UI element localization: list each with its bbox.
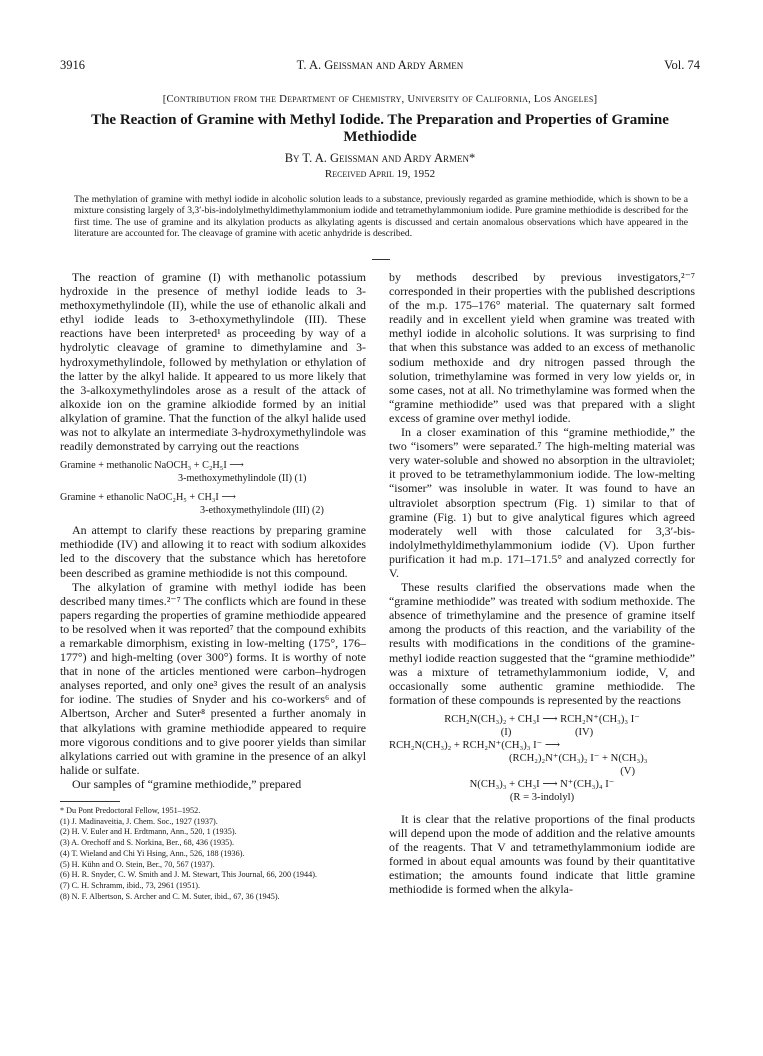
footnote: (3) A. Orechoff and S. Norkina, Ber., 68, 436 (1935). xyxy=(60,838,235,848)
body-paragraph: These results clarified the observations made when the “gramine methiodide” was treated with sodium methoxide. The absence of trimethylamine and the presence of gramine itself among the products of this reaction, and the variability of the results with modifications in the conditions of the gramine-methyl iodide reaction suggested that the “gramine methiodide” was a mixture of tetramethylammonium iodide, V, and occasionally some authentic gramine methiodide. The formation of these compounds is represented by the reactions xyxy=(389,580,695,707)
footnote: (5) H. Kühn and O. Stein, Ber., 70, 567 (1937). xyxy=(60,859,215,869)
footnote: (7) C. H. Schramm, ibid., 73, 2961 (1951). xyxy=(60,880,201,890)
left-column xyxy=(60,270,366,902)
reaction-scheme xyxy=(389,713,695,804)
reaction-reactants: Gramine + methanolic NaOCH₃ + C₂H₅I ⟶ xyxy=(60,460,244,472)
scheme-line: RCH₂N(CH₃)₂ + CH₃I ⟶ RCH₂N⁺(CH₃)₃ I⁻ xyxy=(444,713,640,725)
compound-label: (V) xyxy=(620,765,635,777)
byline: By T. A. Geissman and Ardy Armen* xyxy=(284,151,476,165)
article-title: The Reaction of Gramine with Methyl Iodide. The Preparation and Properties of Gramine Methiodide xyxy=(91,112,669,145)
running-header xyxy=(60,58,700,74)
reaction-products: 3-ethoxymethylindole (III) (2) xyxy=(200,505,324,517)
body-paragraph: In a closer examination of this “gramine methiodide,” the two “isomers” were separated.⁷ The high-melting material was very water-soluble and showed no absorption in the ultraviolet; it proved to be tetramethylammonium iodide. The low-melting “isomer” was insoluble in water. It was found to have an ultraviolet absorption spectrum (Fig. 1) similar to that of gramine (Fig. 1) but to give analytical figures which agreed moderately well with those calculated for 3,3′-bis-indolylmethyldimethylammonium iodide (V). Upon further purification it had m.p. 171–171.5° and analyzed correctly for V. xyxy=(389,425,695,580)
scheme-line: N(CH₃)₃ + CH₃I ⟶ N⁺(CH₃)₄ I⁻ xyxy=(469,778,615,790)
received-date: Received April 19, 1952 xyxy=(324,168,436,180)
body-paragraph: by methods described by previous investigators,²⁻⁷ corresponded in their properties with the published descriptions of the m.p. 175–176° material. The quaternary salt formed readily and in excellent yield when gramine was treated with methyl iodide in alcoholic solutions. It was surprising to find that when this substance was added to an excess of methanolic sodium methoxide and dry nitrogen passed through the solution, trimethylamine was formed in very low yields or, in some cases, not at all. No trimethylamine was formed when the “gramine methiodide” used was that prepared with a slight excess of gramine over methyl iodide. xyxy=(389,270,695,425)
footnote: (8) N. F. Albertson, S. Archer and C. M. Suter, ibid., 67, 36 (1945). xyxy=(60,891,280,901)
scheme-line: RCH₂N(CH₃)₂ + RCH₂N⁺(CH₃)₃ I⁻ ⟶ xyxy=(389,739,561,751)
page-number: 3916 xyxy=(60,58,85,72)
volume-label: Vol. 74 xyxy=(664,58,700,72)
contribution-line: [Contribution from the Department of Chemistry, University of California, Los Angeles] xyxy=(162,93,598,105)
body-paragraph: It is clear that the relative proportions of the final products will depend upon the mode of addition and the relative amounts of the reagents. That V and tetramethylammonium iodide are formed in about equal amounts was found by their quantitative estimation; the amounts found indicate that little gramine methiodide is formed when the alkyla- xyxy=(389,811,695,897)
section-divider xyxy=(372,259,390,260)
right-column xyxy=(389,270,695,896)
footnote: (6) H. R. Snyder, C. W. Smith and J. M. Stewart, This Journal, 66, 200 (1944). xyxy=(60,870,317,880)
footnote: (4) T. Wieland and Chi Yi Hsing, Ann., 526, 188 (1936). xyxy=(60,848,245,858)
scheme-definition: (R = 3-indolyl) xyxy=(509,791,575,803)
running-authors: T. A. Geissman and Ardy Armen xyxy=(296,58,464,72)
footnote: (2) H. V. Euler and H. Erdtmann, Ann., 520, 1 (1935). xyxy=(60,827,237,837)
compound-label: (IV) xyxy=(574,726,594,738)
scheme-line: (RCH₂)₂N⁺(CH₃)₂ I⁻ + N(CH₃)₃ xyxy=(509,752,648,764)
body-paragraph: Our samples of “gramine methiodide,” prepared xyxy=(72,776,302,791)
reaction-equation-1 xyxy=(60,459,366,485)
reaction-products: 3-methoxymethylindole (II) (1) xyxy=(178,473,307,485)
reaction-equation-2 xyxy=(60,491,366,517)
body-paragraph: The reaction of gramine (I) with methanolic potassium hydroxide in the presence of methyl iodide leads to 3-methoxymethylindole (II), while the use of ethanolic alkali and ethyl iodide leads to 3-ethoxymethylindole (III). These reactions have been interpreted¹ as proceeding by way of a hydrolytic cleavage of gramine to dimethylamine and 3-hydroxymethylindole, followed by methylation or ethylation of the latter by the alkyl halide. It appeared to us more likely that the 3-alkoxymethylindoles arose as a result of the attack of alkoxide ion on the gramine alkiodide formed by an initial alkylation of gramine. That the function of the alkyl halide used was not to alkylate an intermediate 3-hydroxymethylindole was readily demonstrated by carrying out the reactions xyxy=(60,270,366,454)
footnote: (1) J. Madinaveitia, J. Chem. Soc., 1927 (1937). xyxy=(60,816,218,826)
body-paragraph: An attempt to clarify these reactions by preparing gramine methiodide (IV) and allowing it to react with sodium alkoxides led to the discovery that the substance which has heretofore been described as gramine methiodide is not this compound. xyxy=(60,523,366,580)
scheme-labels xyxy=(389,726,695,739)
footnote-divider xyxy=(60,801,120,802)
abstract: The methylation of gramine with methyl iodide in alcoholic solution leads to a substance, previously regarded as gramine methiodide, which is shown to be a mixture consisting largely of 3,3′-bis-indolylmethyldimethylammonium iodide and tetramethylammonium iodide. Pure gramine methiodide is described for the first time. The use of gramine and its alkylation products as alkylating agents is discussed and certain anomalous observations which have appeared in the literature are accounted for. The cleavage of gramine with acetic anhydride is described. xyxy=(74,194,688,239)
compound-label: (I) xyxy=(500,726,512,738)
footnote: * Du Pont Predoctoral Fellow, 1951–1952. xyxy=(60,806,201,815)
body-paragraph: The alkylation of gramine with methyl iodide has been described many times.²⁻⁷ The conflicts which are found in these papers regarding the properties of gramine methiodide appeared to be resolved when it was reported⁷ that the compound exhibits a remarkable dimorphism, existing in low-melting (175°, 176–177°) and high-melting (over 300°) forms. It is worthy of note that in none of the articles mentioned were carbon–hydrogen analyses reported, and only one³ gives the result of an analysis for iodine. The studies of Snyder and his co-workers⁶ and of Albertson, Archer and Suter⁸ presented a further anomaly in that alkylations with gramine methiodide appeared to require more vigorous conditions and to give poorer yields than similar alkylations carried out with gramine in the presence of an alkyl halide or sulfate. xyxy=(60,579,366,777)
footnotes xyxy=(60,806,366,902)
reaction-reactants: Gramine + ethanolic NaOC₂H₅ + CH₃I ⟶ xyxy=(60,492,236,504)
